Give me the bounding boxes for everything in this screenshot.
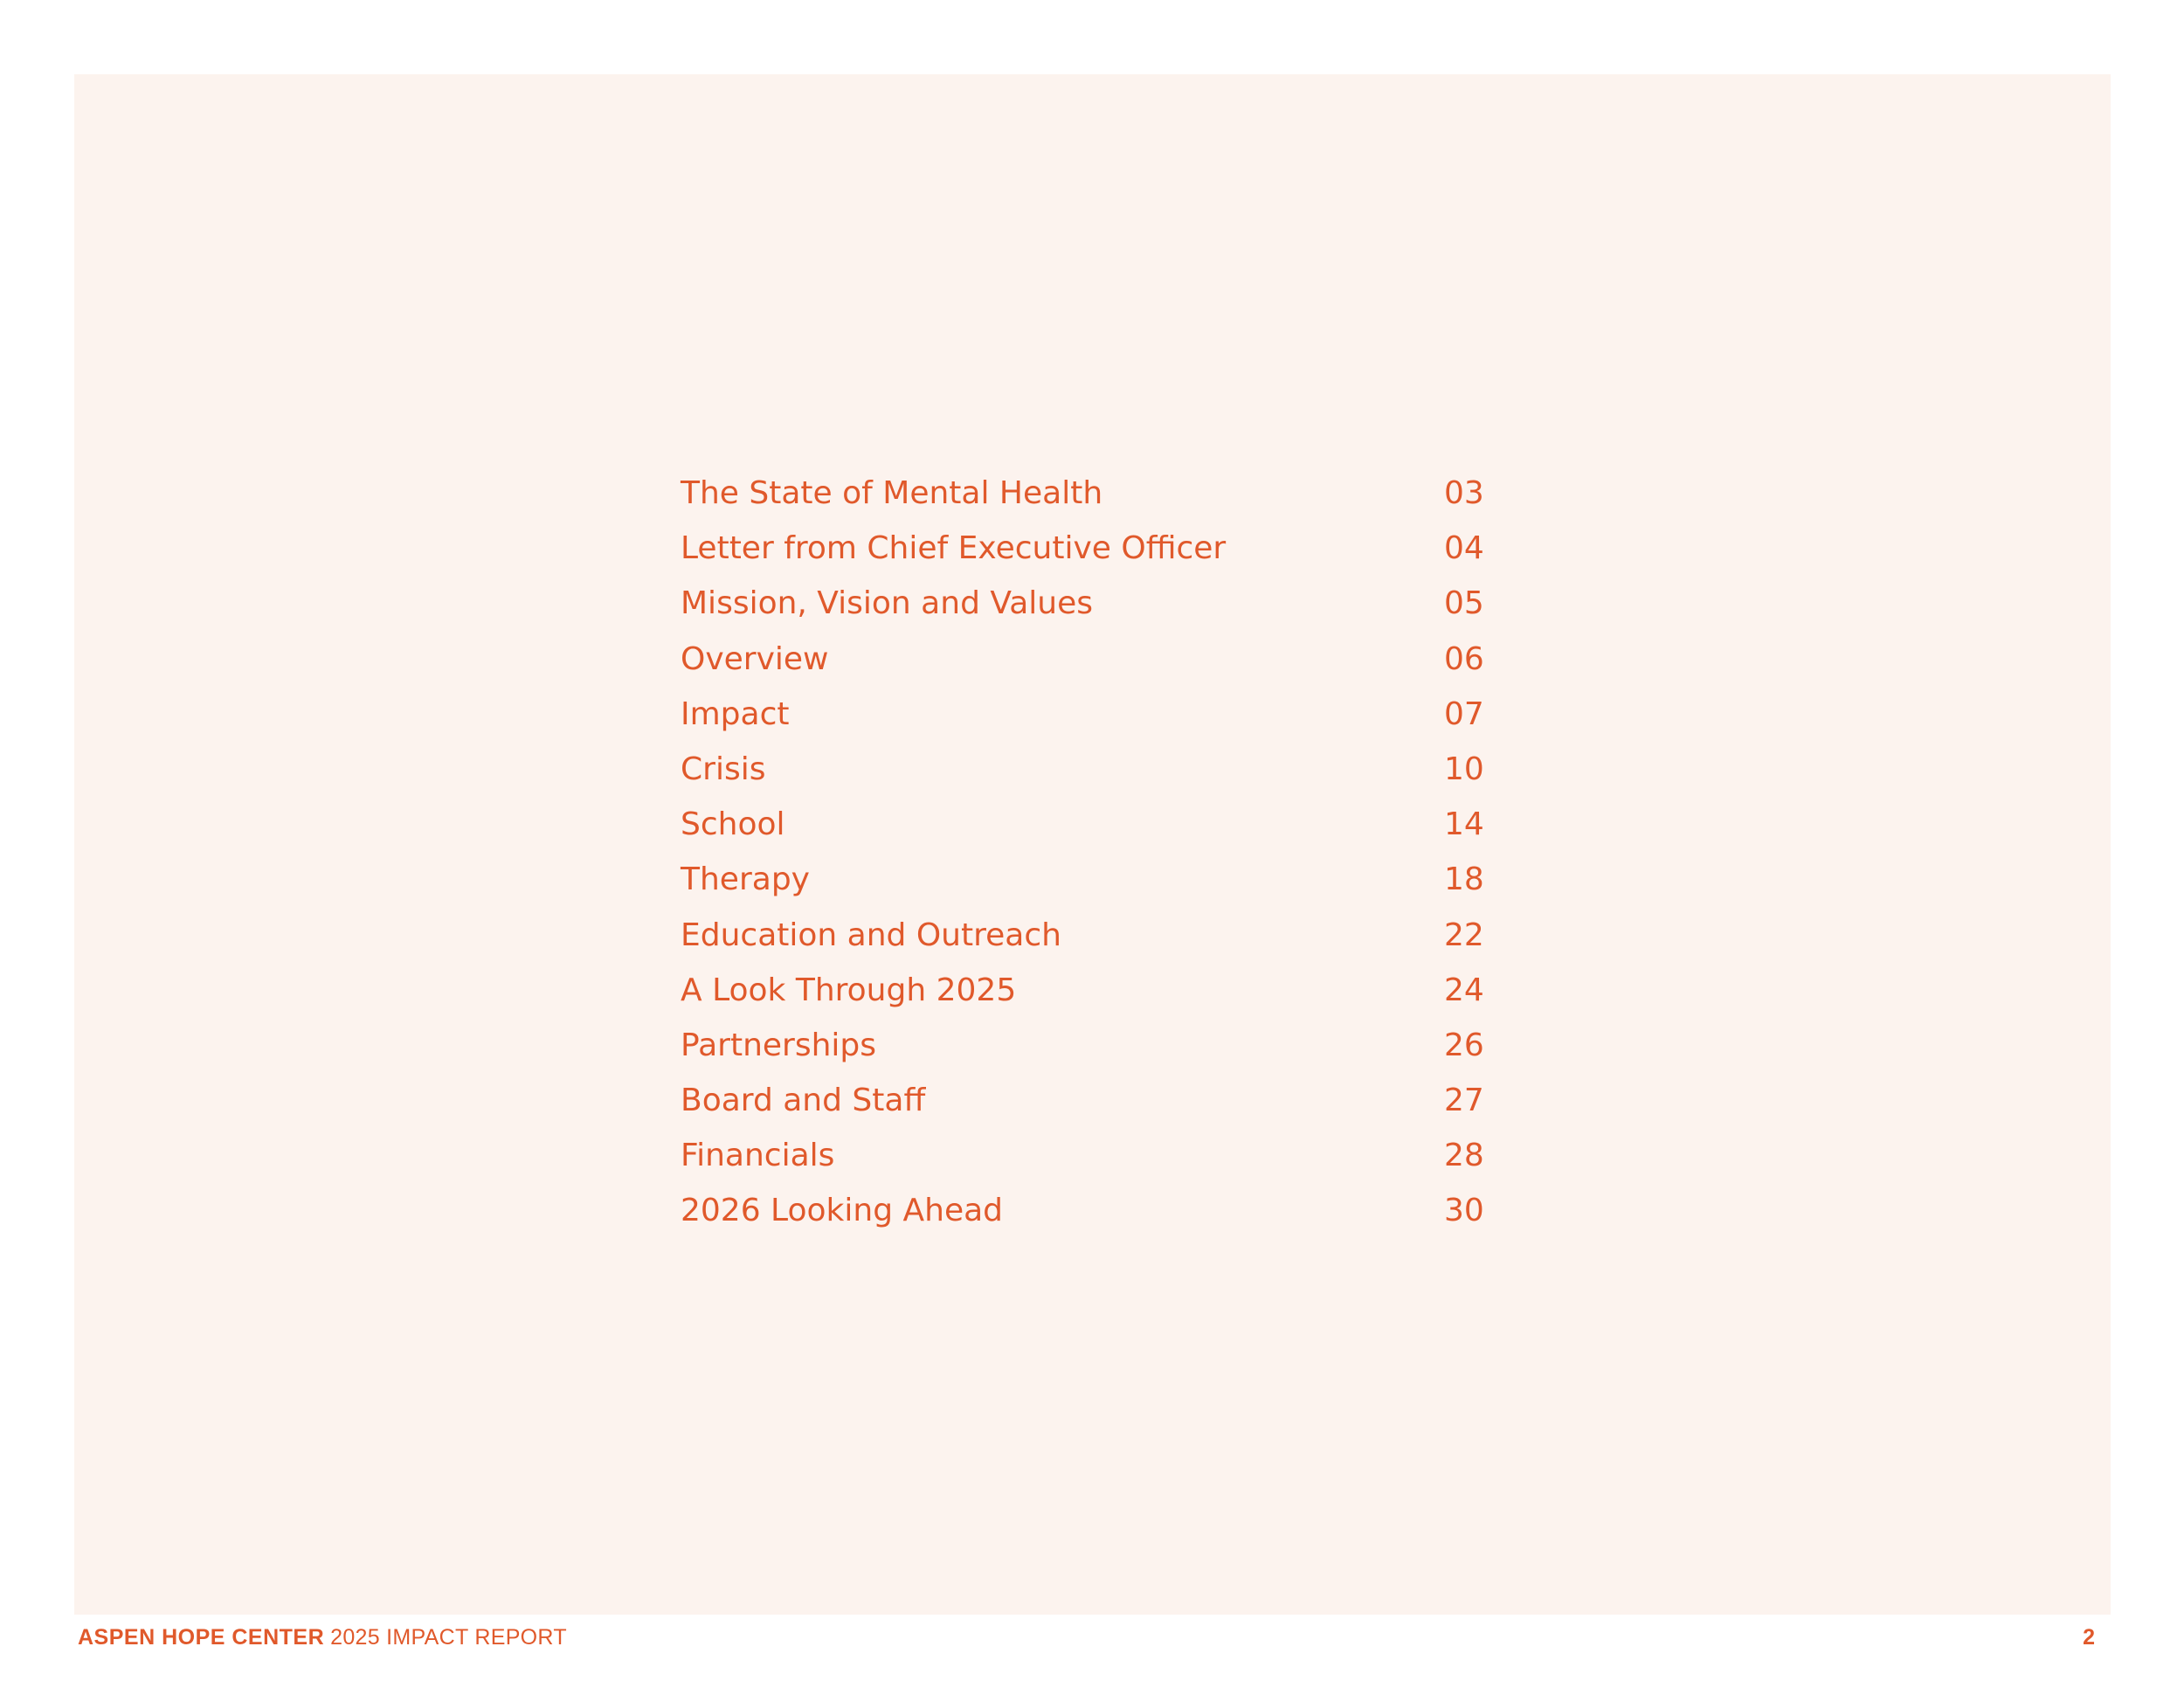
toc-entry-page: 28 <box>1444 1138 1484 1174</box>
toc-entry-page: 27 <box>1444 1083 1484 1119</box>
footer-report-title <box>78 1625 567 1650</box>
toc-entry-page: 22 <box>1444 917 1484 953</box>
toc-entry-title: School <box>681 806 785 843</box>
toc-entry[interactable] <box>681 963 1502 1018</box>
toc-entry[interactable] <box>681 521 1502 576</box>
toc-entry[interactable] <box>681 632 1502 687</box>
toc-entry-title: Overview <box>681 640 829 677</box>
toc-entry[interactable] <box>681 576 1502 631</box>
footer-org-name: ASPEN HOPE CENTER <box>78 1625 325 1650</box>
toc-entry-page: 18 <box>1444 861 1484 898</box>
toc-entry-page: 24 <box>1444 972 1484 1008</box>
toc-entry-title: Mission, Vision and Values <box>681 585 1093 622</box>
toc-entry[interactable] <box>681 1073 1502 1128</box>
toc-entry-page: 05 <box>1444 585 1484 622</box>
toc-entry-page: 26 <box>1444 1027 1484 1063</box>
page-number: 2 <box>2083 1625 2095 1650</box>
toc-entry-title: Financials <box>681 1138 835 1174</box>
toc-entry-title: Therapy <box>681 861 810 898</box>
toc-entry-title: Letter from Chief Executive Officer <box>681 530 1227 567</box>
toc-entry-title: The State of Mental Health <box>681 475 1103 511</box>
toc-entry-page: 30 <box>1444 1193 1484 1229</box>
toc-entry[interactable] <box>681 742 1502 797</box>
toc-entry[interactable] <box>681 466 1502 521</box>
toc-entry[interactable] <box>681 1018 1502 1073</box>
toc-entry-page: 07 <box>1444 695 1484 732</box>
toc-entry-page: 04 <box>1444 530 1484 567</box>
toc-entry-title: Education and Outreach <box>681 917 1061 953</box>
toc-entry[interactable] <box>681 908 1502 963</box>
toc-entry-title: A Look Through 2025 <box>681 972 1017 1008</box>
toc-entry-title: Impact <box>681 695 790 732</box>
toc-entry[interactable] <box>681 852 1502 907</box>
toc-entry-title: Partnerships <box>681 1027 877 1063</box>
toc-entry-title: Crisis <box>681 751 766 787</box>
toc-entry-title: Board and Staff <box>681 1083 926 1119</box>
toc-entry-title: 2026 Looking Ahead <box>681 1193 1003 1229</box>
toc-entry[interactable] <box>681 797 1502 852</box>
toc-entry[interactable] <box>681 1183 1502 1238</box>
toc-entry-page: 14 <box>1444 806 1484 843</box>
table-of-contents <box>681 466 1502 1239</box>
footer-report-label: 2025 IMPACT REPORT <box>330 1625 567 1650</box>
toc-entry[interactable] <box>681 1128 1502 1183</box>
toc-entry-page: 10 <box>1444 751 1484 787</box>
toc-entry[interactable] <box>681 687 1502 742</box>
toc-entry-page: 03 <box>1444 475 1484 511</box>
toc-entry-page: 06 <box>1444 640 1484 677</box>
